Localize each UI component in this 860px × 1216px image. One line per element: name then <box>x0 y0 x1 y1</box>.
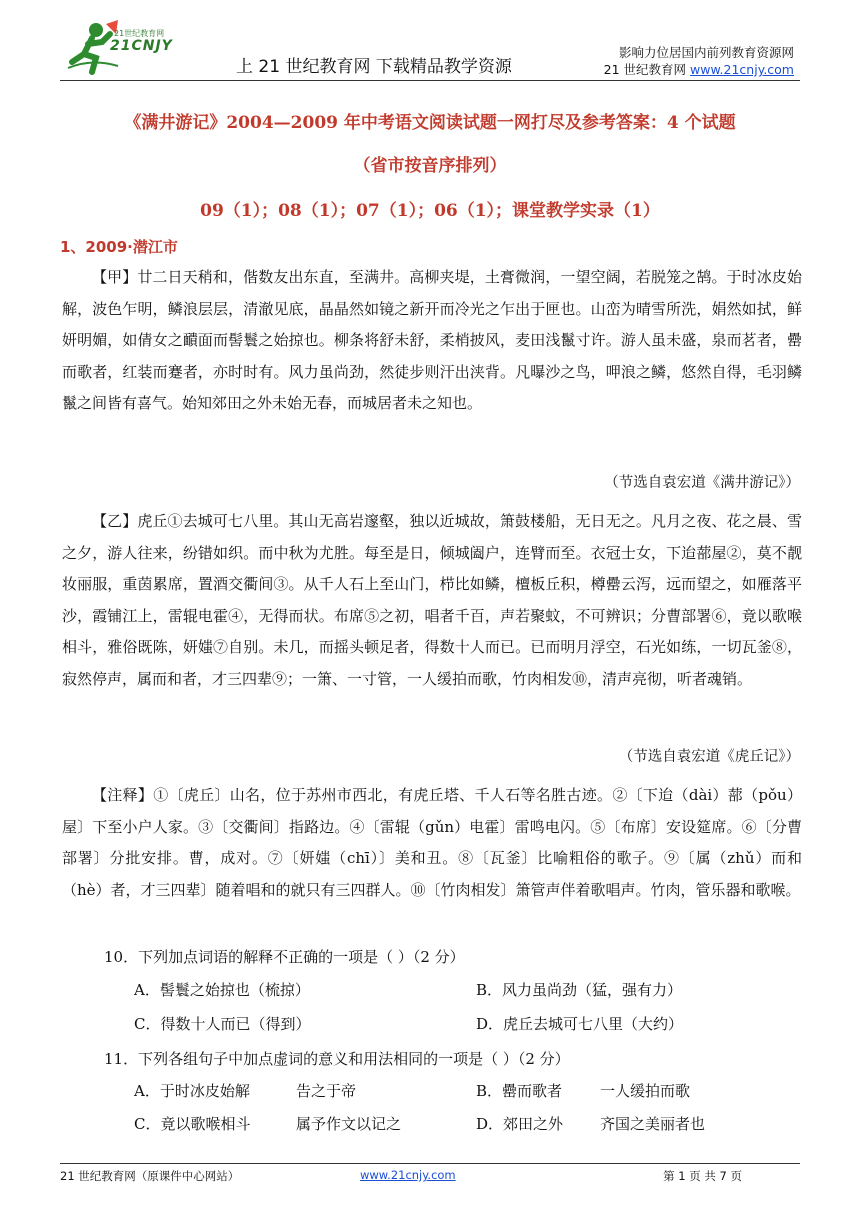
question-11-option-c: C．竟以歌喉相斗 <box>134 1115 251 1133</box>
logo-small-text: 21世纪教育网 <box>114 29 165 38</box>
question-10-stem: 10．下列加点词语的解释不正确的一项是（ ）（2 分） <box>104 948 465 966</box>
question-11-stem: 11．下列各组句子中加点虚词的意义和用法相同的一项是（ ）（2 分） <box>104 1050 570 1068</box>
question-10-option-b: B．风力虽尚劲（猛，强有力） <box>476 981 683 999</box>
passage-a: 【甲】廿二日天稍和，偕数友出东直，至满井。高柳夹堤，土膏微润，一望空阔，若脱笼之鹄。于时冰皮始解，波色乍明，鳞浪层层，清澈见底，晶晶然如镜之新开而冷光之乍出于匣也。山峦为晴雪所洗，娟然如拭，鲜妍明媚，如倩女之靧面而髻鬟之始掠也。柳条将舒未舒，柔梢披风，麦田浅鬣寸许。游人虽未盛，泉而茗者，罍而歌者，红装而蹇者，亦时时有。风力虽尚劲，然徒步则汗出浃背。凡曝沙之鸟，呷浪之鳞，悠然自得，毛羽鳞鬣之间皆有喜气。始知郊田之外未始无春，而城居者未之知也。 <box>62 268 802 412</box>
question-10-option-c: C．得数十人而已（得到） <box>134 1015 311 1033</box>
header-right-info <box>604 44 794 78</box>
site-logo[interactable] <box>62 18 174 76</box>
footer-page-number: 第 1 页 共 7 页 <box>663 1169 742 1183</box>
source-b: （节选自袁宏道《虎丘记》） <box>618 749 800 765</box>
question-11-option-a-pair: 告之于帝 <box>296 1082 357 1100</box>
question-11-option-c-pair: 属予作文以记之 <box>296 1115 402 1133</box>
question-11-option-a: A．于时冰皮始解 <box>134 1082 250 1100</box>
page-header <box>60 14 800 81</box>
header-slogan: 上 21 世纪教育网 下载精品教学资源 <box>236 57 512 77</box>
document-contents-line: 09（1）；08（1）；07（1）；06（1）；课堂教学实录（1） <box>200 201 660 221</box>
question-11-option-d: D．郊田之外 <box>476 1115 564 1133</box>
header-site-line <box>604 61 794 78</box>
logo-brand-text: 21CNJY <box>110 38 173 54</box>
header-site-link[interactable]: www.21cnjy.com <box>690 62 794 77</box>
source-a: （节选自袁宏道《满井游记》） <box>604 475 800 491</box>
document-title: 《满井游记》2004—2009 年中考语文阅读试题一网打尽及参考答案：4 个试题 <box>124 113 736 133</box>
footer-site-link[interactable]: www.21cnjy.com <box>360 1168 456 1182</box>
section-heading: 1、2009·潜江市 <box>60 238 178 256</box>
header-tagline: 影响力位居国内前列教育资源网 <box>618 45 794 60</box>
header-site-name: 21 世纪教育网 <box>603 62 691 77</box>
question-10-option-d: D．虎丘去城可七八里（大约） <box>476 1015 684 1033</box>
question-11-option-b: B．罍而歌者 <box>476 1082 563 1100</box>
document-subtitle: （省市按音序排列） <box>353 156 507 176</box>
page-footer <box>60 1163 800 1184</box>
footer-site-name: 21 世纪教育网（原课件中心网站） <box>60 1169 240 1183</box>
passage-b: 【乙】虎丘①去城可七八里。其山无高岩邃壑，独以近城故，箫鼓楼船，无日无之。凡月之夜、花之晨、雪之夕，游人往来，纷错如织。而中秋为尤胜。每至是日，倾城阖户，连臂而至。衣冠士女，下迨蔀屋②，莫不靓妆丽服，重茵累席，置酒交衢间③。从千人石上至山门，栉比如鳞，檀板丘积，樽罍云泻，远而望之，如雁落平沙，霞铺江上，雷辊电霍④，无得而状。布席⑤之初，唱者千百，声若聚蚊，不可辨识；分曹部署⑥，竟以歌喉相斗，雅俗既陈，妍媸⑦自别。未几，而摇头顿足者，得数十人而已。已而明月浮空，石光如练，一切瓦釜⑧，寂然停声，属而和者，才三四辈⑨；一箫、一寸管，一人缓拍而歌，竹肉相发⑩，清声亮彻，听者魂销。 <box>62 512 802 688</box>
question-11-option-b-pair: 一人缓拍而歌 <box>600 1082 691 1100</box>
question-10-option-a: A．髻鬟之始掠也（梳掠） <box>134 981 310 999</box>
annotation-notes: 【注释】①〔虎丘〕山名，位于苏州市西北，有虎丘塔、千人石等名胜古迹。②〔下迨（dài）蔀（pǒu）屋〕下至小户人家。③〔交衢间〕指路边。④〔雷辊（gǔn）电霍〕雷鸣电闪。⑤〔布席〕安设筵席。⑥〔分曹部署〕分批安排。曹，成对。⑦〔妍媸（chī）〕美和丑。⑧〔瓦釜〕比喻粗俗的歌子。⑨〔属（zhǔ）而和（hè）者，才三四辈〕随着唱和的就只有三四群人。⑩〔竹肉相发〕箫管声伴着歌唱声。竹肉，管乐器和歌喉。 <box>62 786 802 899</box>
question-11-option-d-pair: 齐国之美丽者也 <box>600 1115 706 1133</box>
